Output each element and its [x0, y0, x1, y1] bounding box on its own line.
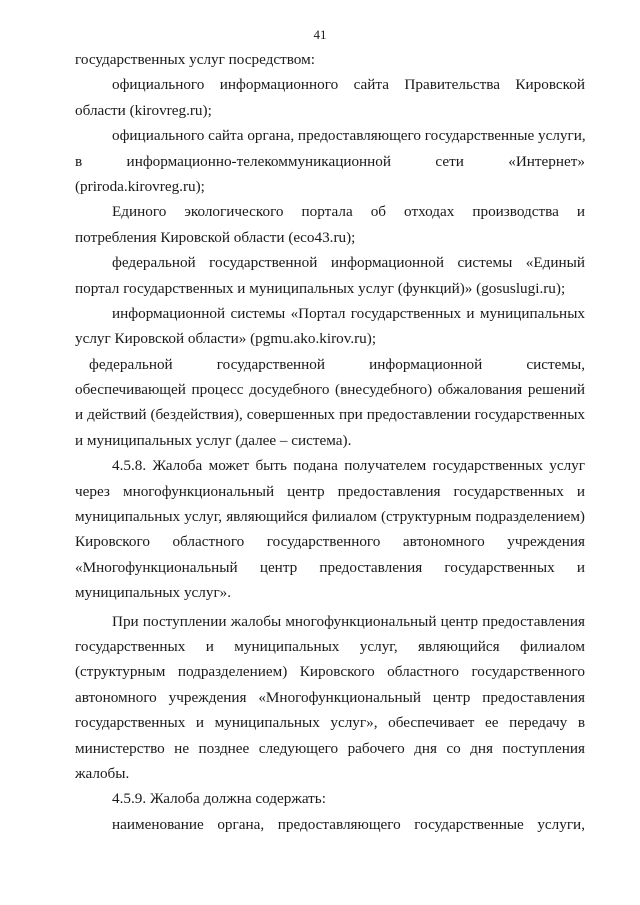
text-line: муниципальных услуг».: [75, 584, 232, 602]
text-line: официального информационного сайта Правительства Кировской: [112, 76, 585, 94]
text-line: федеральной государственной информационной системы «Единый: [112, 254, 585, 272]
text-line: государственных и муниципальных услуг, являющийся филиалом: [75, 637, 585, 655]
text-line: информационной системы «Портал государственных и муниципальных: [112, 304, 585, 322]
text-line: наименование органа, предоставляющего государственные услуги,: [112, 815, 585, 833]
text-line: жалобы.: [75, 764, 130, 782]
text-line: официального сайта органа, предоставляющего государственные услуги,: [112, 127, 586, 145]
text-line: обеспечивающей процесс досудебного (внесудебного) обжалования решений: [75, 381, 585, 399]
text-line: министерство не позднее следующего рабочего дня со дня поступления: [75, 739, 585, 757]
text-line: и действий (бездействия), совершенных при предоставлении государственных: [75, 406, 585, 424]
page-number: 41: [313, 27, 327, 42]
text-line: (структурным подразделением) Кировского областного государственного: [75, 663, 585, 681]
text-line: «Многофункциональный центр предоставления государственных и: [75, 558, 585, 576]
text-line: в информационно-телекоммуникационной сети «Интернет»: [75, 152, 585, 170]
text-line: автономного учреждения «Многофункциональный центр предоставления: [75, 688, 585, 706]
text-line: муниципальных услуг, являющийся филиалом (структурным подразделением): [75, 508, 585, 526]
text-line: портал государственных и муниципальных услуг (функций)» (gosuslugi.ru);: [75, 279, 566, 297]
text-line: через многофункциональный центр предоставления государственных и: [75, 482, 585, 500]
text-line: федеральной государственной информационной системы,: [89, 355, 585, 373]
text-line: Единого экологического портала об отходах производства и: [112, 203, 585, 221]
text-line: (priroda.kirovreg.ru);: [75, 177, 205, 195]
text-line: потребления Кировской области (eco43.ru);: [75, 228, 356, 246]
text-line: услуг Кировской области» (pgmu.ako.kirov.ru);: [75, 330, 377, 348]
text-line: государственных и муниципальных услуг», обеспечивает ее передачу в: [75, 714, 585, 732]
text-line: При поступлении жалобы многофункциональный центр предоставления: [112, 612, 585, 630]
document-body: [75, 47, 585, 837]
text-line: Кировского областного государственного автономного учреждения: [75, 533, 585, 551]
text-line: 4.5.8. Жалоба может быть подана получателем государственных услуг: [112, 457, 585, 475]
text-line: области (kirovreg.ru);: [75, 101, 212, 119]
text-line: государственных услуг посредством:: [75, 51, 315, 68]
text-line: и муниципальных услуг (далее – система).: [75, 431, 352, 449]
text-line: 4.5.9. Жалоба должна содержать:: [112, 790, 326, 808]
